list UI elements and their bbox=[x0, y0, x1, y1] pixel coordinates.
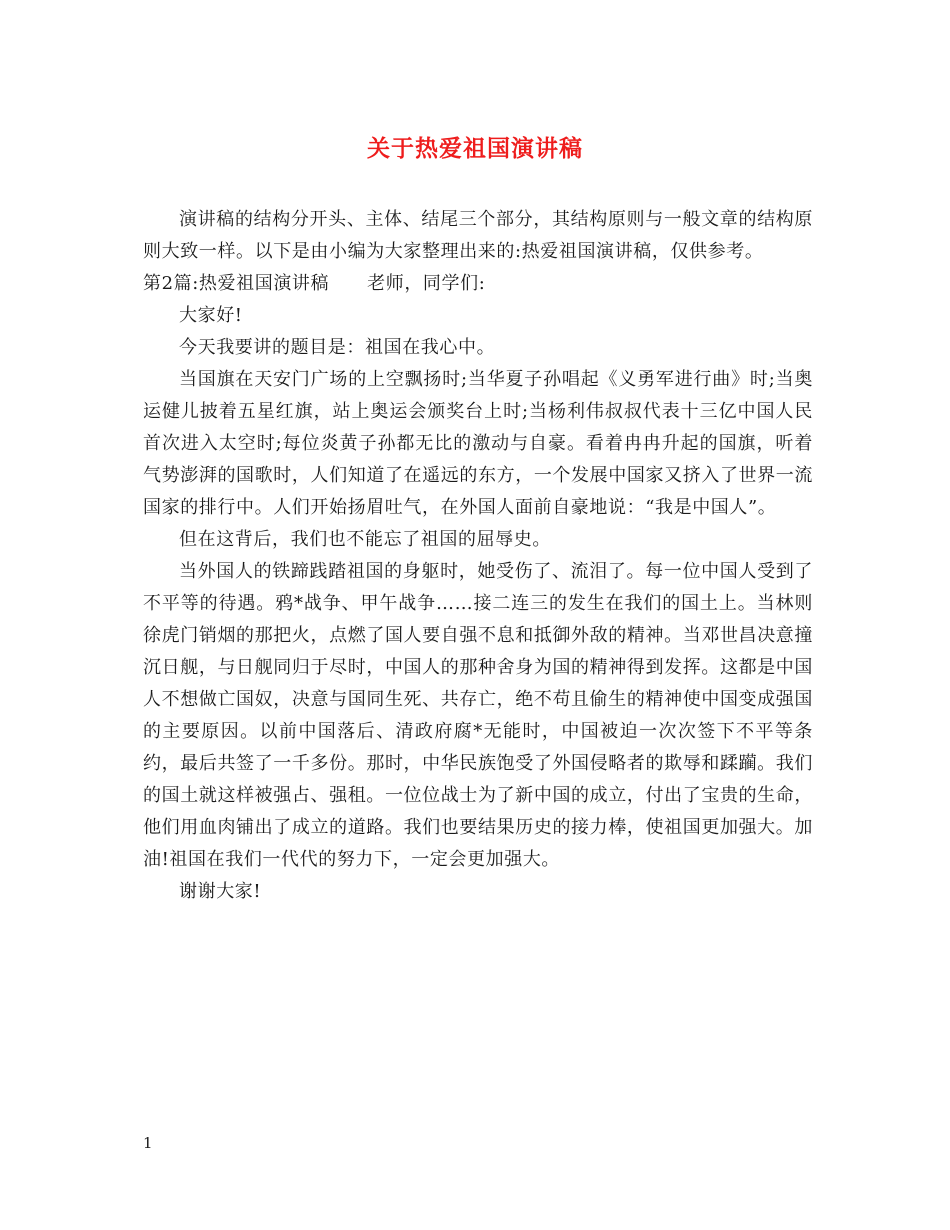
document-body bbox=[143, 204, 813, 908]
paragraph-topic: 今天我要讲的题目是：祖国在我心中。 bbox=[179, 337, 496, 358]
intro-paragraph: 演讲稿的结构分开头、主体、结尾三个部分，其结构原则与一般文章的结构原则大致一样。以下是由小编为大家整理出来的:热爱祖国演讲稿，仅供参考。 bbox=[143, 209, 813, 262]
paragraph-thanks: 谢谢大家! bbox=[179, 881, 262, 902]
document-title: 关于热爱祖国演讲稿 bbox=[367, 135, 583, 162]
page-number: 1 bbox=[143, 1134, 153, 1152]
section-heading-line bbox=[143, 268, 813, 300]
salutation: 老师，同学们: bbox=[367, 273, 486, 294]
paragraph-greeting: 大家好! bbox=[179, 305, 243, 326]
paragraph-pride: 当国旗在天安门广场的上空飘扬时;当华夏子孙唱起《义勇军进行曲》时;当奥运健儿披着五星红旗，站上奥运会颁奖台上时;当杨利伟叔叔代表十三亿中国人民首次进入太空时;每位炎黄子孙都无比的激动与自豪。看着冉冉升起的国旗，听着气势澎湃的国歌时，人们知道了在遥远的东方，一个发展中国家又挤入了世界一流国家的排行中。人们开始扬眉吐气，在外国人面前自豪地说：“我是中国人”。 bbox=[143, 369, 813, 518]
paragraph-history: 当外国人的铁蹄践踏祖国的身躯时，她受伤了、流泪了。每一位中国人受到了不平等的待遇。鸦*战争、甲午战争……接二连三的发生在我们的国土上。当林则徐虎门销烟的那把火，点燃了国人要自强不息和抵御外敌的精神。当邓世昌决意撞沉日舰，与日舰同归于尽时，中国人的那种舍身为国的精神得到发挥。这都是中国人不想做亡国奴，决意与国同生死、共存亡，绝不苟且偷生的精神使中国变成强国的主要原因。以前中国落后、清政府腐*无能时，中国被迫一次次签下不平等条约，最后共签了一千多份。那时，中华民族饱受了外国侵略者的欺辱和蹂躏。我们的国土就这样被强占、强租。一位位战士为了新中国的成立，付出了宝贵的生命，他们用血肉铺出了成立的道路。我们也要结果历史的接力棒，使祖国更加强大。加油!祖国在我们一代代的努力下，一定会更加强大。 bbox=[143, 561, 813, 870]
section-heading: 第2篇:热爱祖国演讲稿 bbox=[143, 273, 330, 294]
paragraph-transition: 但在这背后，我们也不能忘了祖国的屈辱史。 bbox=[179, 529, 551, 550]
